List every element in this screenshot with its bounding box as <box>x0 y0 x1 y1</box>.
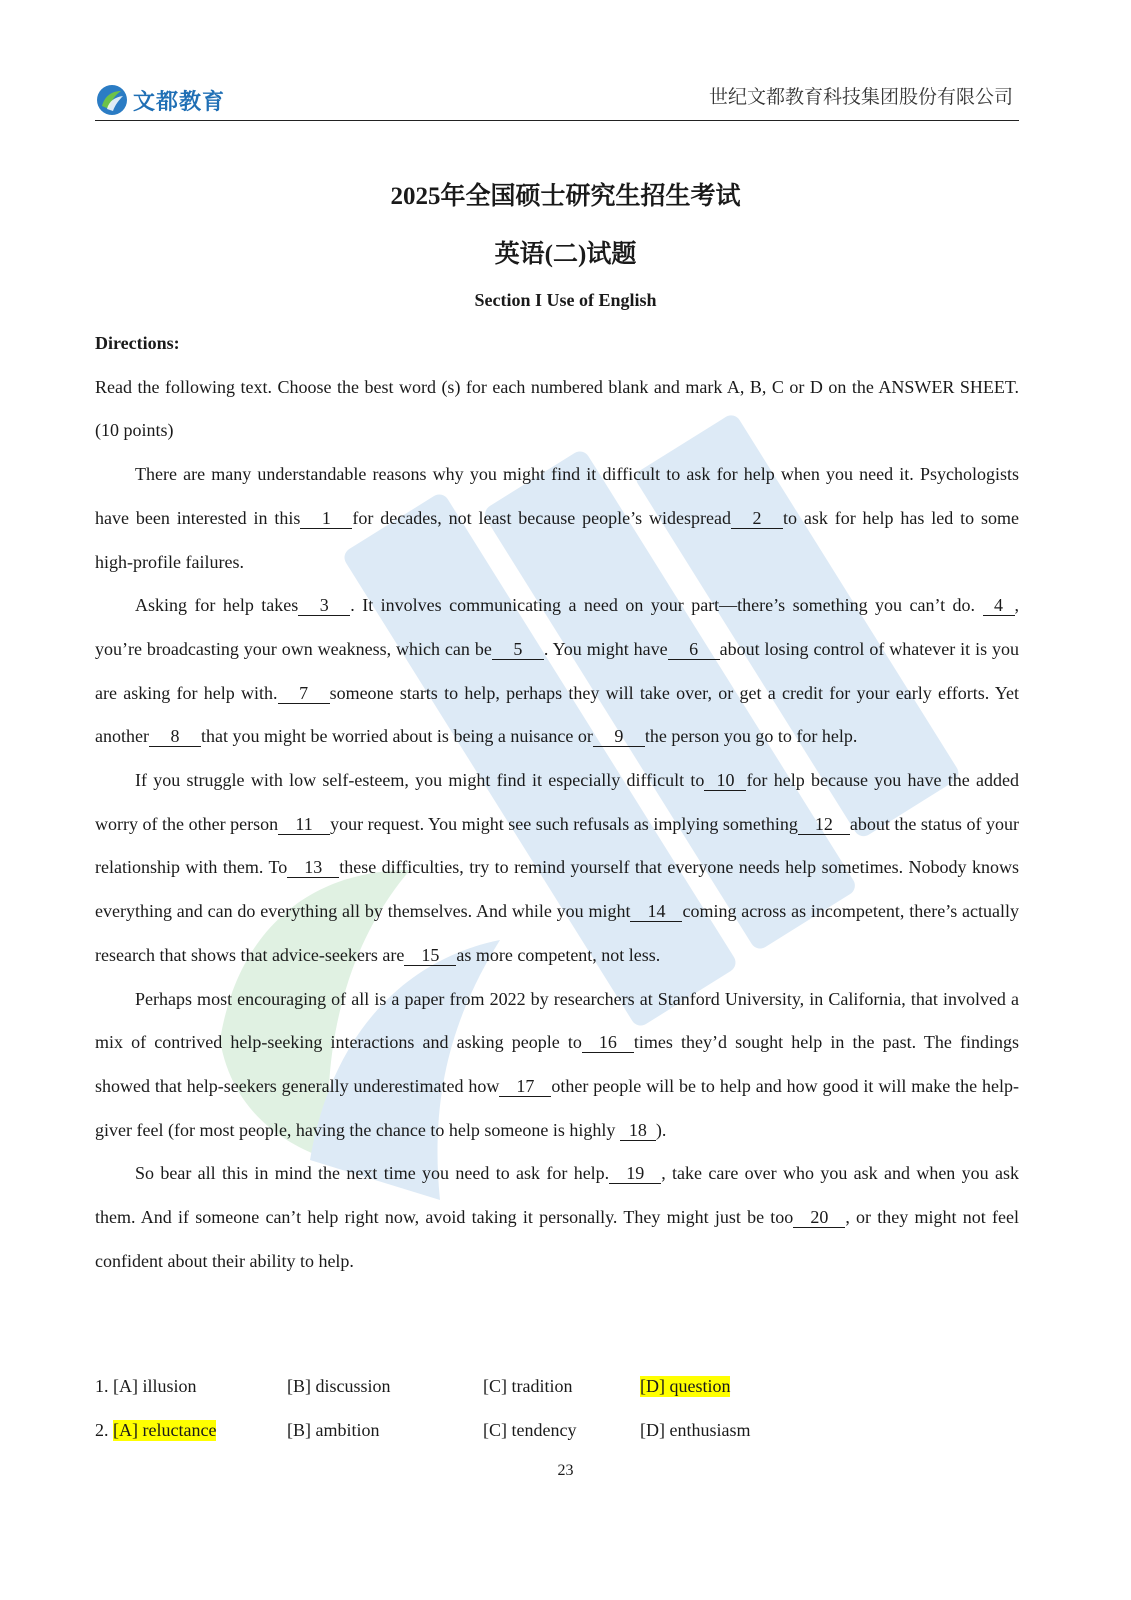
directions-text: Read the following text. Choose the best word (s) for each numbered blank and mark A, B, C or D on the ANSWER SHEET. (10 points) <box>95 376 1019 441</box>
directions-label: Directions: <box>95 333 180 353</box>
blank: 9 <box>593 726 645 747</box>
option-c[interactable]: [C] tradition <box>483 1376 573 1396</box>
blank: 8 <box>149 726 201 747</box>
blank: 4 <box>983 595 1015 616</box>
text-run: . You might have <box>543 638 668 659</box>
blank: 11 <box>278 814 330 835</box>
option-b[interactable]: [B] discussion <box>287 1376 391 1396</box>
text-run: , or they might not feel confident about their ability to help. <box>95 1207 1019 1271</box>
blank: 19 <box>609 1163 661 1184</box>
text-run: ). <box>655 1119 667 1140</box>
text-run: your request. You might see such refusals as implying something <box>330 813 798 834</box>
wendu-logo-icon <box>95 83 129 117</box>
text-run: There are many understandable reasons why you might find it difficult to ask for help when you need it. Psychologists have been interested in this <box>95 464 1019 528</box>
option-d[interactable]: [D] enthusiasm <box>640 1420 751 1440</box>
exam-title: 2025年全国硕士研究生招生考试 <box>390 183 741 210</box>
blank: 17 <box>499 1076 551 1097</box>
text-run: , take care over who you ask and when you ask them. And if someone can’t help right now, avoid taking it personally. They might just be too <box>95 1163 1019 1228</box>
text-run: Perhaps most encouraging of all is a paper from 2022 by researchers at Stanford University, in California, that involved a mix of contrived help-seeking interactions and asking people to <box>95 988 1019 1053</box>
option-a-highlighted[interactable]: [A] reluctance <box>113 1420 217 1440</box>
question-row-1 <box>95 1376 1019 1406</box>
paragraph-4 <box>95 978 1019 1153</box>
question-row-2 <box>95 1420 1019 1450</box>
text-run: someone starts to help, perhaps they will take over, or get a credit for your early efforts. Yet another <box>95 682 1020 747</box>
blank: 12 <box>798 814 850 835</box>
blank: 18 <box>620 1120 656 1141</box>
blank: 16 <box>582 1032 634 1053</box>
question-number: 1. <box>95 1376 109 1396</box>
text-run: So bear all this in mind the next time you need to ask for help. <box>135 1163 610 1184</box>
text-run: for decades, not least because people’s widespread <box>352 507 731 528</box>
passage <box>95 322 1019 1283</box>
blank: 3 <box>298 595 350 616</box>
blank: 2 <box>731 508 783 529</box>
text-run: coming across as incompetent, there’s actually research that shows that advice-seekers are <box>95 901 1020 965</box>
text-run: If you struggle with low self-esteem, you might find it especially difficult to <box>135 770 705 791</box>
blank: 20 <box>793 1207 845 1228</box>
blank: 1 <box>300 508 352 529</box>
text-run: that you might be worried about is being a nuisance or <box>200 726 593 747</box>
text-run: , you’re broadcasting your own weakness, which can be <box>95 595 1019 659</box>
blank: 13 <box>287 857 339 878</box>
paragraph-2 <box>95 584 1019 759</box>
logo <box>95 82 225 118</box>
text-run: times they’d sought help in the past. The findings showed that help-seekers generally underestimated how <box>95 1032 1019 1096</box>
text-run: these difficulties, try to remind yourself that everyone needs help sometimes. Nobody knows everything and can do everything all by themselves. And while you might <box>95 857 1019 922</box>
blank: 7 <box>278 683 330 704</box>
company-name: 世纪文都教育科技集团股份有限公司 <box>708 87 1013 108</box>
page-header <box>95 78 1019 121</box>
question-number: 2. <box>95 1420 109 1440</box>
blank: 10 <box>704 770 746 791</box>
option-b[interactable]: [B] ambition <box>287 1420 380 1440</box>
page-number: 23 <box>557 1462 574 1479</box>
blank: 5 <box>492 639 544 660</box>
text-run: for help because you have the added worry of the other person <box>95 770 1020 834</box>
exam-subtitle: 英语(二)试题 <box>494 241 637 268</box>
paragraph-3 <box>95 759 1019 978</box>
text-run: about losing control of whatever it is you are asking for help with. <box>95 638 1020 703</box>
text-run: Asking for help takes <box>135 595 299 616</box>
text-run: . It involves communicating a need on your part—there’s something you can’t do. <box>350 595 976 616</box>
blank: 14 <box>630 901 682 922</box>
option-d-highlighted[interactable]: [D] question <box>640 1376 731 1396</box>
text-run: the person you go to for help. <box>644 726 858 747</box>
section-heading: Section I Use of English <box>474 290 657 310</box>
option-a[interactable]: [A] illusion <box>113 1376 197 1396</box>
blank: 6 <box>668 639 720 660</box>
text-run: as more competent, not less. <box>456 944 661 965</box>
logo-text: 文都教育 <box>133 89 226 115</box>
option-c[interactable]: [C] tendency <box>483 1420 577 1440</box>
text-run: about the status of your relationship with them. To <box>95 813 1019 878</box>
blank: 15 <box>404 945 456 966</box>
text-run: other people will be to help and how good it will make the help-giver feel (for most people, having the chance to help someone is highly <box>95 1075 1019 1140</box>
paragraph-5 <box>95 1152 1019 1283</box>
paragraph-1 <box>95 453 1019 584</box>
text-run: to ask for help has led to some high-profile failures. <box>95 507 1019 572</box>
